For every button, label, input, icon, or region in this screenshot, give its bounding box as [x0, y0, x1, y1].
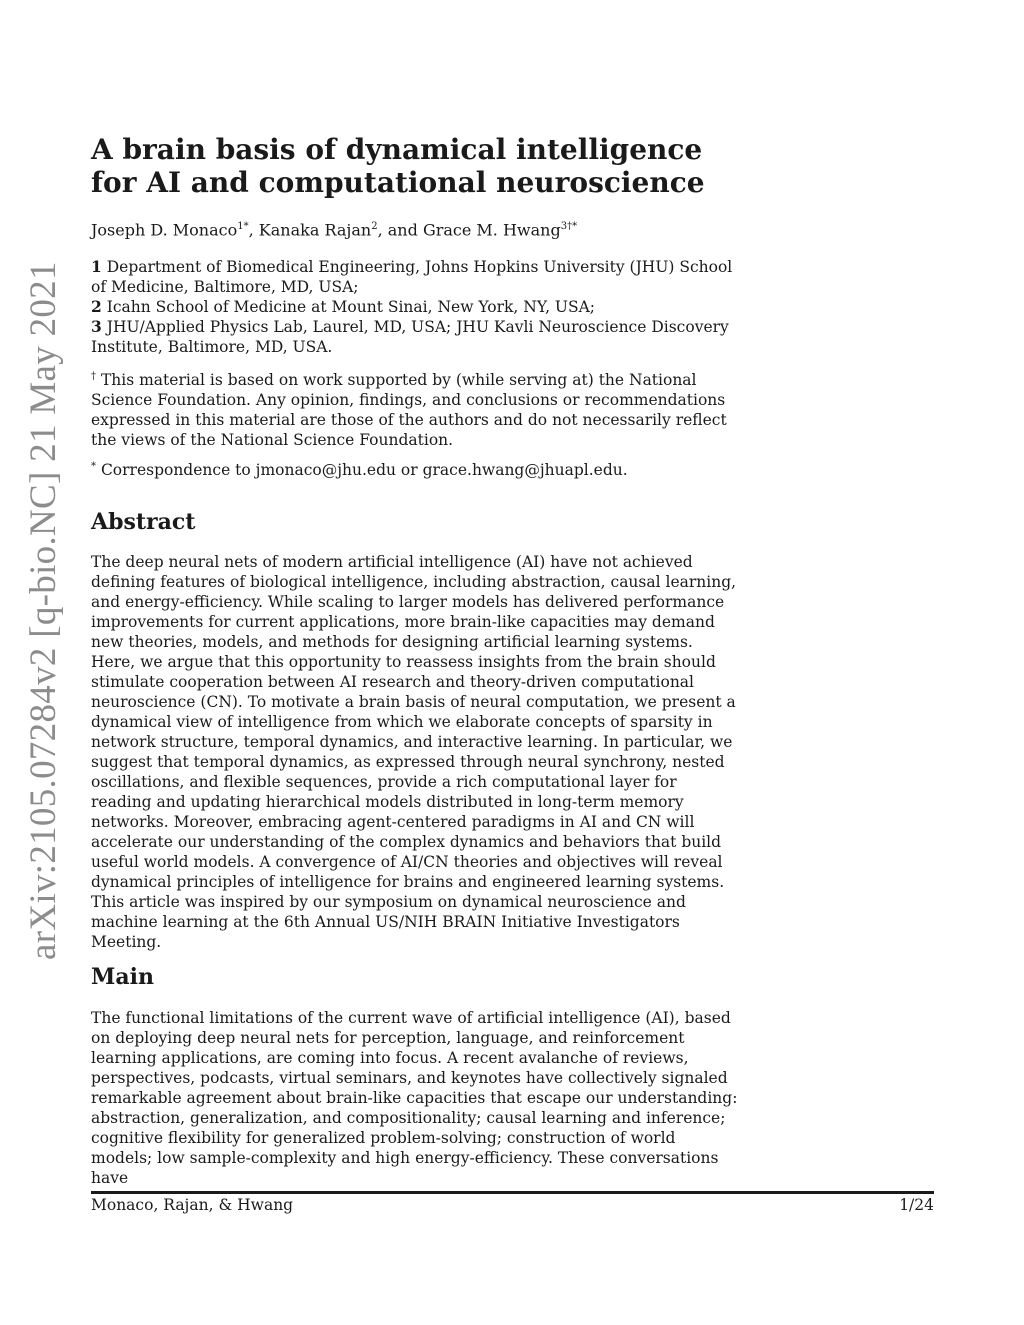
correspondence-text: Correspondence to jmonaco@jhu.edu or grace.hwang@jhuapl.edu.	[100, 461, 628, 480]
affiliation-number: 1	[91, 257, 102, 276]
affiliation-number: 3	[91, 317, 102, 336]
abstract-heading: Abstract	[91, 509, 196, 535]
footer-authors: Monaco, Rajan, & Hwang	[91, 1196, 294, 1214]
affiliation-text: Icahn School of Medicine at Mount Sinai, New York, NY, USA;	[106, 298, 596, 316]
affiliation-3	[91, 317, 741, 357]
arxiv-identifier-stamp: arXiv:2105.07284v2 [q-bio.NC] 21 May 2021	[23, 261, 64, 960]
page-footer	[91, 1196, 934, 1214]
paper-title: A brain basis of dynamical intelligence for AI and computational neuroscience	[91, 133, 705, 199]
correspondence-note	[91, 457, 741, 480]
funding-note-text: This material is based on work supported by (while serving at) the National Science Foundation. Any opinion, findings, and conclusions or recommendations expressed in this material are those of the authors and do not necessarily reflect the views of the National Science Foundation.	[91, 371, 727, 450]
main-body: The functional limitations of the current wave of artificial intelligence (AI), based on deploying deep neural nets for perception, language, and reinforcement learning applications, are coming into focus. A recent avalanche of reviews, perspectives, podcasts, virtual seminars, and keynotes have collectively signaled remarkable agreement about brain-like capacities that escape our understanding: abstraction, generalization, and compositionality; causal learning and inference; cognitive flexibility for generalized problem-solving; construction of world models; low sample-complexity and high energy-efficiency. These conversations have	[91, 1009, 738, 1187]
affiliation-2	[91, 297, 741, 317]
affiliation-text: Department of Biomedical Engineering, Johns Hopkins University (JHU) School of Medicine, Baltimore, MD, USA;	[91, 258, 733, 296]
asterisk-mark: *	[91, 461, 96, 472]
abstract-body: The deep neural nets of modern artificial intelligence (AI) have not achieved defining features of biological intelligence, including abstraction, causal learning, and energy-efficiency. While scaling to larger models has delivered performance improvements for current applications, more brain-like capacities may demand new theories, models, and methods for designing artificial learning systems. Here, we argue that this opportunity to reassess insights from the brain should stimulate cooperation between AI research and theory-driven computational neuroscience (CN). To motivate a brain basis of neural computation, we present a dynamical view of intelligence from which we elaborate concepts of sparsity in network structure, temporal dynamics, and interactive learning. In particular, we suggest that temporal dynamics, as expressed through neural synchrony, nested oscillations, and flexible sequences, provide a rich computational layer for reading and updating hierarchical models distributed in long-term memory networks. Moreover, embracing agent-centered paradigms in AI and CN will accelerate our understanding of the complex dynamics and behaviors that build useful world models. A convergence of AI/CN theories and objectives will reveal dynamical principles of intelligence for brains and engineered learning systems. This article was inspired by our symposium on dynamical neuroscience and machine learning at the 6th Annual US/NIH BRAIN Initiative Investigators Meeting.	[91, 553, 737, 951]
footer-rule	[91, 1191, 934, 1194]
dagger-mark: †	[91, 371, 96, 382]
author-1-superscript: 1*	[237, 221, 249, 232]
author-1-name: Joseph D. Monaco	[91, 220, 238, 240]
funding-note	[91, 367, 741, 450]
author-2-text: , Kanaka Rajan	[248, 220, 372, 240]
affiliation-1	[91, 257, 741, 297]
author-3-text: , and Grace M. Hwang	[377, 220, 561, 240]
author-3-superscript: 3†*	[560, 221, 578, 232]
page-number: 1/24	[899, 1196, 934, 1214]
affiliations	[91, 257, 741, 357]
affiliation-text: JHU/Applied Physics Lab, Laurel, MD, USA; JHU Kavli Neuroscience Discovery Institute, Baltimore, MD, USA.	[91, 318, 729, 356]
author-2-superscript: 2	[371, 221, 378, 232]
affiliation-number: 2	[91, 297, 102, 316]
author-list	[91, 216, 741, 241]
main-heading: Main	[91, 964, 154, 990]
